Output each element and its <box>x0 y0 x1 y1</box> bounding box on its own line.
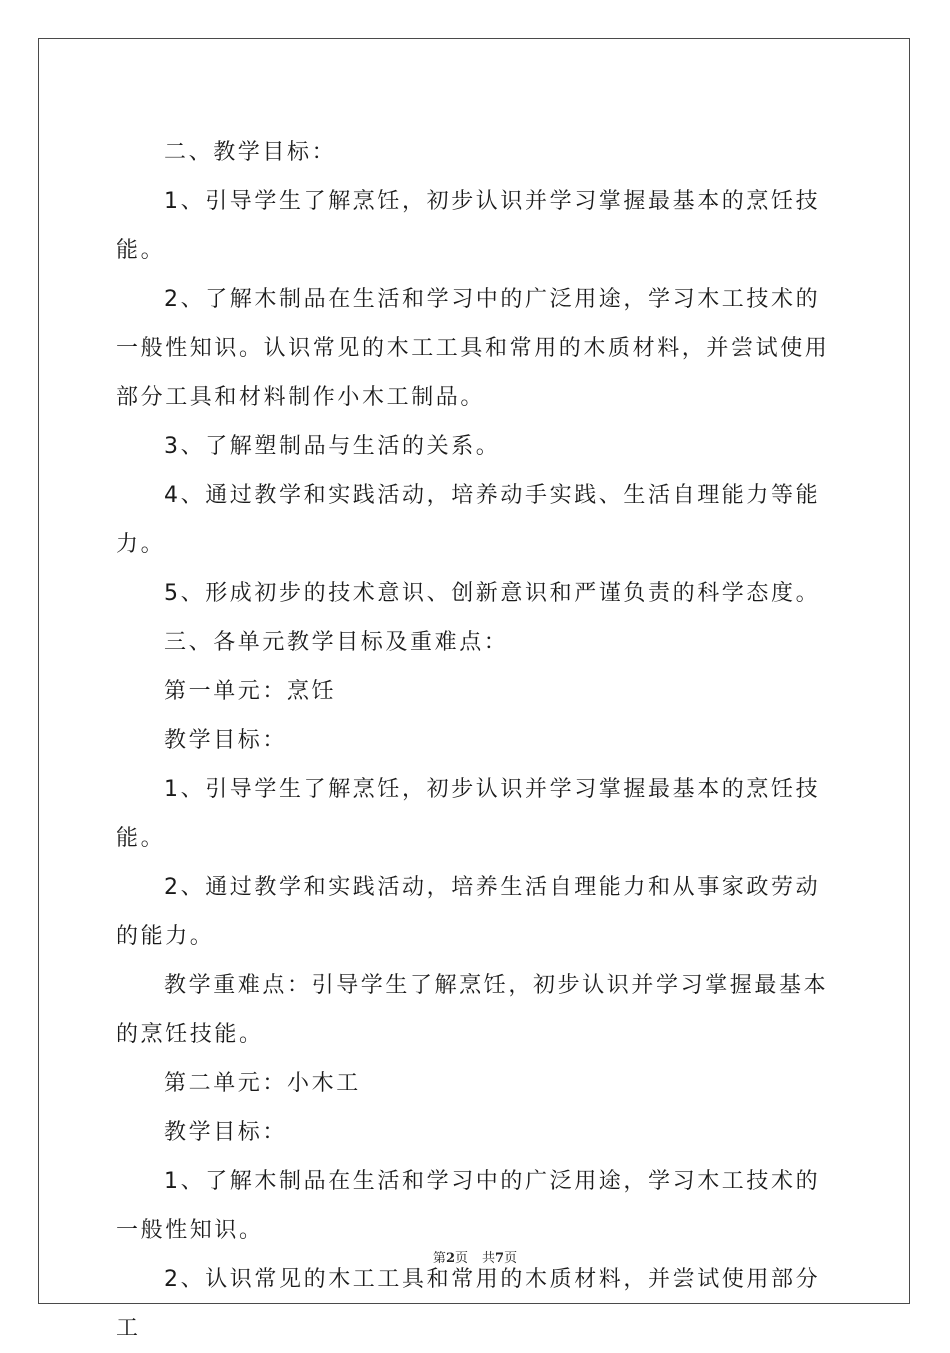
page-suffix: 页 <box>454 1251 468 1266</box>
paragraph: 1、引导学生了解烹饪，初步认识并学习掌握最基本的烹饪技能。 <box>116 777 821 851</box>
total-prefix: 共 <box>482 1251 496 1266</box>
paragraph: 1、了解木制品在生活和学习中的广泛用途，学习木工技术的一般性知识。 <box>116 1169 821 1243</box>
current-page-number: 2 <box>445 1251 455 1266</box>
paragraph: 4、通过教学和实践活动，培养动手实践、生活自理能力等能力。 <box>116 483 821 557</box>
page-footer <box>0 1247 950 1266</box>
paragraph: 2、认识常见的木工工具和常用的木质材料，并尝试使用部分工 <box>116 1267 821 1341</box>
paragraph: 3、了解塑制品与生活的关系。 <box>164 434 501 459</box>
paragraph: 教学重难点：引导学生了解烹饪，初步认识并学习掌握最基本的烹饪技能。 <box>116 973 829 1047</box>
paragraph: 5、形成初步的技术意识、创新意识和严谨负责的科学态度。 <box>164 581 821 606</box>
section-heading-goals: 二、教学目标： <box>164 140 337 165</box>
total-suffix: 页 <box>504 1251 518 1266</box>
document-body <box>116 128 836 1353</box>
paragraph: 2、通过教学和实践活动，培养生活自理能力和从事家政劳动的能力。 <box>116 875 821 949</box>
page-prefix: 第 <box>432 1251 446 1266</box>
subheading: 教学目标： <box>164 1120 288 1145</box>
subheading: 教学目标： <box>164 728 288 753</box>
paragraph: 2、了解木制品在生活和学习中的广泛用途，学习木工技术的一般性知识。认识常见的木工工具和常用的木质材料，并尝试使用部分工具和材料制作小木工制品。 <box>116 287 830 410</box>
total-pages-number: 7 <box>495 1251 505 1266</box>
paragraph: 1、引导学生了解烹饪，初步认识并学习掌握最基本的烹饪技能。 <box>116 189 821 263</box>
unit-heading: 第一单元：烹饪 <box>164 679 337 704</box>
section-heading-units: 三、各单元教学目标及重难点： <box>164 630 509 655</box>
unit-heading: 第二单元：小木工 <box>164 1071 361 1096</box>
